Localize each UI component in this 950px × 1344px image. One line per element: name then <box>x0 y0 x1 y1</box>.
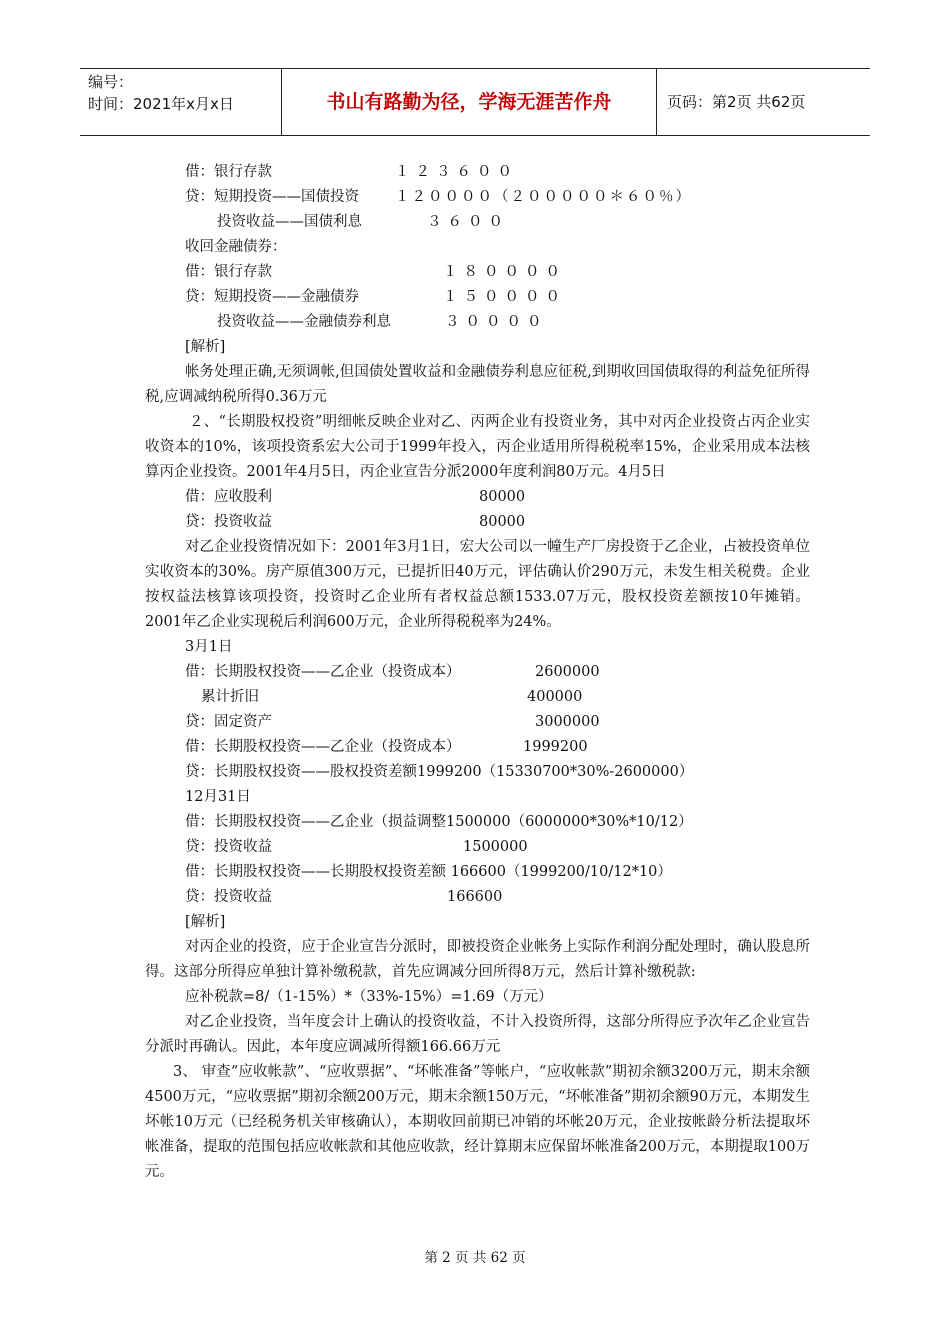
paragraph-text: ２、“长期股权投资”明细帐反映企业对乙、丙两企业有投资业务，其中对丙企业投资占丙企业实收资本的10%，该项投资系宏大公司于1999年投入，丙企业适用所得税税率15%，企业采用成本法核算丙企业投资。2001年4月5日，丙企业宣告分派2000年度利润80万元。4月5日 <box>145 414 810 480</box>
paragraph-text: 对乙企业投资，当年度会计上确认的投资收益，不计入投资所得，这部分所得应予次年乙企业宣告分派时再确认。因此，本年度应调减所得额166.66万元 <box>145 1014 810 1055</box>
paragraph-text: 帐务处理正确,无须调帐,但国债处置收益和金融债券利息应征税,到期收回国债取得的利益免征所得税,应调减纳税所得0.36万元 <box>145 364 810 405</box>
entry-amount: １８００００ <box>443 264 566 280</box>
entry-amount: ３６００ <box>427 214 509 230</box>
paragraph <box>145 535 810 635</box>
tax-formula: 应补税款=8/（1-15%）*（33%-15%）=1.69（万元） <box>185 989 553 1005</box>
entry-account: 借：长期股权投资——乙企业（投资成本） <box>185 739 461 755</box>
entry-account: 贷：投资收益 <box>185 514 272 530</box>
entry-amount: 80000 <box>479 489 526 505</box>
paragraph <box>145 1060 810 1185</box>
paragraph-text: 对丙企业的投资，应于企业宣告分派时，即被投资企业帐务上实际作利润分配处理时，确认股息所得。这部分所得应单独计算补缴税款，首先应调减分回所得8万元，然后计算补缴税款: <box>145 939 810 980</box>
entry-account: 投资收益——金融债券利息 <box>217 314 391 330</box>
entry-line <box>185 810 810 835</box>
entry-account: 借：长期股权投资——乙企业（投资成本） <box>185 664 461 680</box>
entry-account: 贷：固定资产 <box>185 714 272 730</box>
entry-account: 贷：短期投资——金融债券 <box>185 289 359 305</box>
entry-account: 投资收益——国债利息 <box>217 214 362 230</box>
header-page-label: 页码：第2页 共62页 <box>667 93 806 111</box>
entry-amount: ３００００ <box>445 314 548 330</box>
entry-line <box>217 310 810 335</box>
entry-account: 借：长期股权投资——长期股权投资差额 166600（1999200/10/12*10） <box>185 864 672 880</box>
document-date-label: 时间：2021年x月x日 <box>88 95 234 113</box>
formula-line <box>185 985 810 1010</box>
entry-account: 贷：投资收益 <box>185 889 272 905</box>
entry-amount: 1500000 <box>463 839 528 855</box>
entry-amount: 80000 <box>479 514 526 530</box>
paragraph <box>145 410 810 485</box>
entry-amount: 1999200 <box>523 739 588 755</box>
entry-amount: １５００００ <box>443 289 566 305</box>
entry-account: 贷：长期股权投资——股权投资差额1999200（15330700*30%-2600000） <box>185 764 694 780</box>
entry-line <box>185 260 810 285</box>
entry-line <box>185 510 810 535</box>
entry-amount: 3000000 <box>535 714 600 730</box>
entry-account: 累计折旧 <box>201 689 259 705</box>
entry-line <box>185 335 810 360</box>
header-motto: 书山有路勤为径，学海无涯苦作舟 <box>282 69 657 135</box>
document-number-label: 编号： <box>88 73 134 91</box>
paragraph-text: 对乙企业投资情况如下：2001年3月1日，宏大公司以一幢生产厂房投资于乙企业，占被投资单位实收资本的30%。房产原值300万元，已提折旧40万元，评估确认价290万元，未发生相关税费。企业按权益法核算该项投资，投资时乙企业所有者权益总额1533.07万元，股权投资差额按10年摊销。2001年乙企业实现税后利润600万元，企业所得税税率为24%。 <box>145 539 810 630</box>
entry-line <box>185 885 810 910</box>
entry-account: 借：银行存款 <box>185 164 272 180</box>
entry-account: 借：应收股利 <box>185 489 272 505</box>
analysis-heading: [解析] <box>185 339 226 355</box>
entry-amount: １２００００（２０００００＊６０％） <box>395 189 692 205</box>
entry-line <box>185 735 810 760</box>
entry-line <box>185 285 810 310</box>
page-header <box>80 68 870 136</box>
entry-line <box>185 160 810 185</box>
entry-amount: 166600 <box>447 889 503 905</box>
entry-amount: 400000 <box>527 689 583 705</box>
entry-line <box>201 685 810 710</box>
entry-date: 3月1日 <box>185 639 233 655</box>
document-body <box>145 160 810 1185</box>
entry-account: 借：银行存款 <box>185 264 272 280</box>
entry-heading: 收回金融债券： <box>185 239 287 255</box>
entry-line <box>185 910 810 935</box>
entry-line <box>185 860 810 885</box>
entry-line <box>185 635 810 660</box>
entry-line <box>185 710 810 735</box>
entry-line <box>185 785 810 810</box>
paragraph-text: 3、 审查“应收帐款”、“应收票据”、“坏帐准备”等帐户，“应收帐款”期初余额3200万元，期末余额4500万元，“应收票据”期初余额200万元，期末余额150万元，“坏帐准备”期初余额90万元，本期发生坏帐10万元（已经税务机关审核确认），本期收回前期已冲销的坏帐20万元，企业按帐龄分析法提取坏帐准备，提取的范围包括应收帐款和其他应收款，经计算期末应保留坏帐准备200万元，本期提取100万元。 <box>145 1064 810 1180</box>
entry-line <box>185 235 810 260</box>
entry-line <box>185 835 810 860</box>
page-footer: 第 2 页 共 62 页 <box>424 1250 526 1266</box>
entry-amount: １２３６００ <box>395 164 518 180</box>
analysis-heading: [解析] <box>185 914 226 930</box>
paragraph <box>145 360 810 410</box>
entry-line <box>185 185 810 210</box>
header-left-cell <box>80 69 282 135</box>
entry-line <box>185 660 810 685</box>
entry-line <box>185 760 810 785</box>
entry-account: 借：长期股权投资——乙企业（损益调整1500000（6000000*30%*10/12） <box>185 814 693 830</box>
entry-line <box>217 210 810 235</box>
entry-account: 贷：投资收益 <box>185 839 272 855</box>
paragraph <box>145 935 810 985</box>
paragraph <box>145 1010 810 1060</box>
entry-account: 贷：短期投资——国债投资 <box>185 189 359 205</box>
entry-date: 12月31日 <box>185 789 251 805</box>
entry-line <box>185 485 810 510</box>
entry-amount: 2600000 <box>535 664 600 680</box>
